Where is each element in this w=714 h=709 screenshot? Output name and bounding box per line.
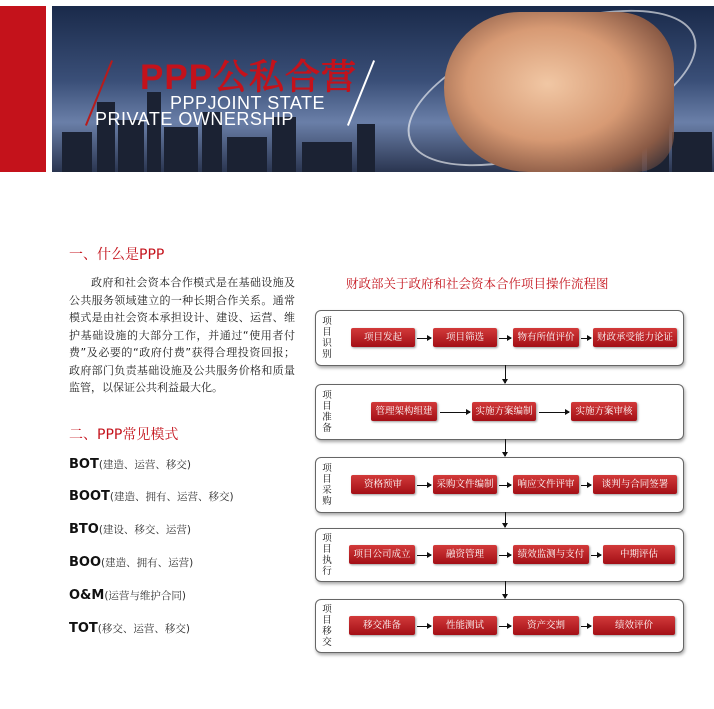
ppp-definition-paragraph: 政府和社会资本合作模式是在基础设施及公共服务领域建立的一种长期合作关系。通常模式是由社会资本承担设计、建设、运营、维护基础设施的大部分工作，并通过“使用者付费”及必要的“政府付费”获得合理投资回报；政府部门负责基础设施及公共服务价格和质量监管，以保证公共利益最大化。 (69, 276, 295, 394)
step-box: 资产交割 (513, 616, 579, 635)
step-box: 绩效监测与支付 (513, 545, 589, 564)
step-box: 响应文件评审 (513, 475, 579, 494)
step-box: 移交准备 (349, 616, 415, 635)
stage-arrow (505, 512, 506, 527)
stage-procurement (315, 457, 684, 513)
flow-arrow (417, 626, 431, 627)
step-box: 绩效评价 (593, 616, 675, 635)
flow-arrow (499, 555, 511, 556)
stage-label: 项目移交 (322, 604, 332, 648)
step-box: 财政承受能力论证 (593, 328, 677, 347)
step-box: 项目筛选 (433, 328, 497, 347)
flow-arrow (499, 485, 511, 486)
flow-arrow (581, 338, 591, 339)
stage-label: 项目准备 (322, 390, 332, 434)
header-banner (0, 0, 714, 172)
flow-arrow (417, 485, 431, 486)
step-box: 物有所值评价 (513, 328, 579, 347)
step-box: 中期评估 (603, 545, 675, 564)
flow-arrow (440, 412, 470, 413)
mode-item: BTO(建设、移交、运营) (69, 522, 192, 537)
flow-arrow (499, 626, 511, 627)
flow-arrow (499, 338, 511, 339)
banner-title: PPP公私合营 (140, 58, 358, 97)
flow-arrow (417, 555, 431, 556)
step-box: 项目发起 (351, 328, 415, 347)
stage-preparation (315, 384, 684, 440)
stage-label: 项目识别 (322, 316, 332, 360)
flow-arrow (591, 555, 601, 556)
banner-subtitle-line1: PPPJOINT STATE (170, 93, 326, 113)
stage-execution (315, 528, 684, 582)
mode-item: BOOT(建造、拥有、运营、移交) (69, 489, 234, 504)
flow-arrow (417, 338, 431, 339)
step-box: 融资管理 (433, 545, 497, 564)
stage-label: 项目采购 (322, 463, 332, 507)
banner-subtitle-line2: PRIVATE OWNERSHIP (95, 109, 294, 129)
flow-arrow (581, 626, 591, 627)
stage-identification (315, 310, 684, 366)
step-box: 谈判与合同签署 (593, 475, 677, 494)
section-heading-what-is-ppp: 一、什么是PPP (69, 247, 165, 263)
flowchart-title: 财政部关于政府和社会资本合作项目操作流程图 (346, 276, 609, 291)
step-box: 实施方案编制 (472, 402, 536, 421)
section-heading-ppp-modes: 二、PPP常见模式 (69, 427, 179, 443)
mode-item: TOT(移交、运营、移交) (69, 621, 190, 636)
step-box: 项目公司成立 (349, 545, 415, 564)
stage-arrow (505, 365, 506, 383)
step-box: 实施方案审核 (571, 402, 637, 421)
stage-arrow (505, 581, 506, 598)
step-box: 管理架构组建 (371, 402, 437, 421)
mode-item: O&M(运营与维护合同) (69, 588, 187, 603)
mode-item: BOT(建造、运营、移交) (69, 457, 192, 472)
step-box: 性能测试 (433, 616, 497, 635)
stage-label: 项目执行 (322, 533, 332, 577)
mode-item: BOO(建造、拥有、运营) (69, 555, 194, 570)
flow-arrow (539, 412, 569, 413)
flow-arrow (581, 485, 591, 486)
step-box: 资格预审 (351, 475, 415, 494)
clasped-hands-image (444, 12, 674, 172)
step-box: 采购文件编制 (433, 475, 497, 494)
red-accent-bar (0, 6, 46, 172)
stage-handover (315, 599, 684, 653)
stage-arrow (505, 439, 506, 456)
